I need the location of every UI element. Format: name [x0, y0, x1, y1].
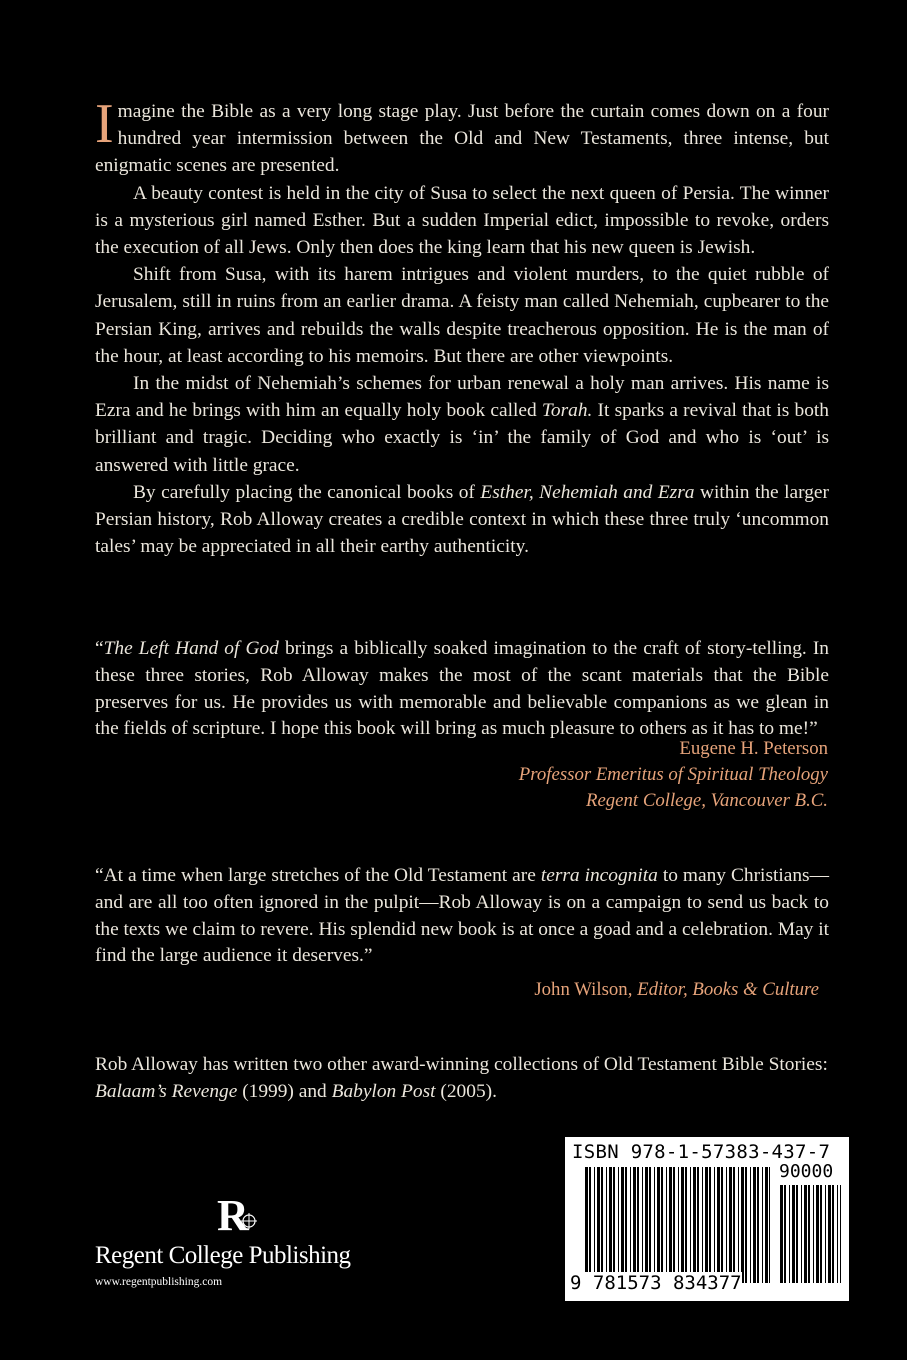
barcode-bar: [816, 1185, 819, 1283]
barcode-bar: [789, 1185, 790, 1283]
barcode-bar: [804, 1185, 807, 1283]
barcode-bar: [762, 1167, 763, 1283]
barcode-bar: [597, 1167, 600, 1283]
barcode-bar: [820, 1185, 822, 1283]
barcode-bar: [729, 1167, 732, 1283]
barcode-bar: [769, 1167, 770, 1283]
barcode-bar: [726, 1167, 727, 1283]
blurb-paragraph-3: Shift from Susa, with its harem intrigues and violent murders, to the quiet rubble of Jerusalem, still in ruins from an earlier drama. A feisty man called Nehemiah, cupbearer to the Persian King, arrives and rebuilds the walls despite treacherous opposition. He is the man of the hour, at least according to his memoirs. But there are other viewpoints.: [95, 264, 829, 367]
barcode-bar: [690, 1167, 691, 1283]
isbn-barcode: [565, 1137, 849, 1301]
blurb-paragraph-2: A beauty contest is held in the city of Susa to select the next queen of Persia. The winner is a mysterious girl named Esther. But a sudden Imperial edict, impossible to revoke, orders the execution of all Jews. Only then does the king learn that his new queen is Jewish.: [95, 182, 829, 259]
barcode-bar: [745, 1167, 747, 1283]
barcode-bar: [681, 1167, 684, 1283]
barcode-bar: [697, 1167, 699, 1283]
barcode-bar: [717, 1167, 720, 1283]
publisher-name: Regent College Publishing: [95, 1242, 351, 1269]
barcode-bar: [753, 1167, 756, 1283]
barcode-bar: [808, 1185, 810, 1283]
barcode-bar: [645, 1167, 648, 1283]
publisher-block: [95, 1190, 395, 1288]
barcode-bar: [825, 1185, 826, 1283]
barcode-bar: [661, 1167, 663, 1283]
barcode-bar: [618, 1167, 619, 1283]
barcode-bar: [813, 1185, 814, 1283]
price-code: 90000: [779, 1161, 834, 1182]
barcode-bar: [630, 1167, 631, 1283]
barcode-bar: [709, 1167, 711, 1283]
blurb-paragraph-5: By carefully placing the canonical books of Esther, Nehemiah and Ezra within the larger Persian history, Rob Alloway creates a credible context in which these three truly ‘uncommon tales’ may be appreciated in all their earthy authenticity.: [95, 481, 829, 558]
barcode-bar: [606, 1167, 607, 1283]
barcode-bar: [765, 1167, 768, 1283]
barcode-bar: [666, 1167, 667, 1283]
barcode-bar: [649, 1167, 651, 1283]
barcode-bar: [621, 1167, 624, 1283]
barcode-bar: [750, 1167, 751, 1283]
barcode-bar: [637, 1167, 639, 1283]
barcode-bar: [796, 1185, 798, 1283]
barcode-bar: [609, 1167, 612, 1283]
barcode-bar: [654, 1167, 655, 1283]
ean-number: 9 781573 834377: [570, 1272, 742, 1294]
barcode-bar: [669, 1167, 672, 1283]
barcode-bar: [633, 1167, 636, 1283]
endorser-name: Eugene H. Peterson: [679, 738, 828, 759]
barcode-bar: [733, 1167, 735, 1283]
barcode-bar: [757, 1167, 759, 1283]
barcode-bar: [741, 1167, 744, 1283]
barcode-bar: [601, 1167, 603, 1283]
blurb-paragraph-4: In the midst of Nehemiah’s schemes for urban renewal a holy man arrives. His name is Ezra and he brings with him an equally holy book called Torah. It sparks a revival that is both brilliant and tragic. Deciding who exactly is ‘in’ the family of God and who is ‘out’ is answered with little grace.: [95, 373, 829, 476]
barcode-bar: [714, 1167, 715, 1283]
other-books-note: Rob Alloway has written two other award-winning collections of Old Testament Bible Stories: Balaam’s Revenge (1999) and Babylon Post (2005).: [95, 1054, 828, 1102]
barcode-bar: [594, 1167, 595, 1283]
barcode-bar: [837, 1185, 838, 1283]
endorser-role: Professor Emeritus of Spiritual Theology: [518, 764, 828, 785]
publisher-url: www.regentpublishing.com: [95, 1276, 223, 1288]
barcode-bar: [693, 1167, 696, 1283]
barcode-bar: [832, 1185, 834, 1283]
barcode-bar: [673, 1167, 675, 1283]
barcode-bar: [685, 1167, 687, 1283]
barcode-bar: [625, 1167, 627, 1283]
barcode-bar: [840, 1185, 841, 1283]
publisher-logo: [95, 1190, 395, 1240]
barcode-bar: [705, 1167, 708, 1283]
barcode-bar: [589, 1167, 591, 1283]
svg-text:R: R: [217, 1191, 249, 1238]
barcode-bar: [721, 1167, 723, 1283]
drop-cap: I: [95, 93, 114, 155]
endorsement-wilson: “At a time when large stretches of the Old Testament are terra incognita to many Christians—and are all too often ignored in the pulpit—Rob Alloway is on a campaign to send us back to the texts we claim to revere. His splendid new book is at once a goad and a celebration. May it find the large audience it deserves.”: [95, 865, 829, 967]
barcode-bar: [801, 1185, 802, 1283]
barcode-bar: [702, 1167, 703, 1283]
barcode-bar: [738, 1167, 739, 1283]
endorser-affiliation: Regent College, Vancouver B.C.: [585, 790, 828, 811]
barcode-bar: [642, 1167, 643, 1283]
endorsement-wilson-attribution: John Wilson, Editor, Books & Culture: [534, 979, 819, 1000]
endorsement-peterson-attribution: [328, 736, 828, 814]
back-cover-blurb: [95, 93, 829, 560]
endorsement-peterson: “The Left Hand of God brings a biblically soaked imagination to the craft of story-telling. In these three stories, Rob Alloway makes the most of the scant materials that the Bible preserves for us. He provides us with memorable and believable companions as we glean in the fields of scripture. I hope this book will bring as much pleasure to others as it has to me!”: [95, 638, 829, 740]
barcode-bar: [585, 1167, 588, 1283]
barcode-bar: [780, 1185, 783, 1283]
barcode-bar: [613, 1167, 615, 1283]
barcode-bar: [657, 1167, 660, 1283]
isbn-label: ISBN 978-1-57383-437-7: [572, 1141, 831, 1163]
book-title: The Left Hand of God: [103, 638, 279, 659]
barcode-bar: [678, 1167, 679, 1283]
barcode-bar: [828, 1185, 831, 1283]
publisher-logo-icon: [213, 1190, 273, 1238]
barcode-bar: [784, 1185, 786, 1283]
blurb-paragraph-1: Imagine the Bible as a very long stage play. Just before the curtain comes down on a four hundred year intermission between the Old and New Testaments, three intense, but enigmatic scenes are presented.: [95, 93, 829, 177]
barcode-bar: [792, 1185, 795, 1283]
